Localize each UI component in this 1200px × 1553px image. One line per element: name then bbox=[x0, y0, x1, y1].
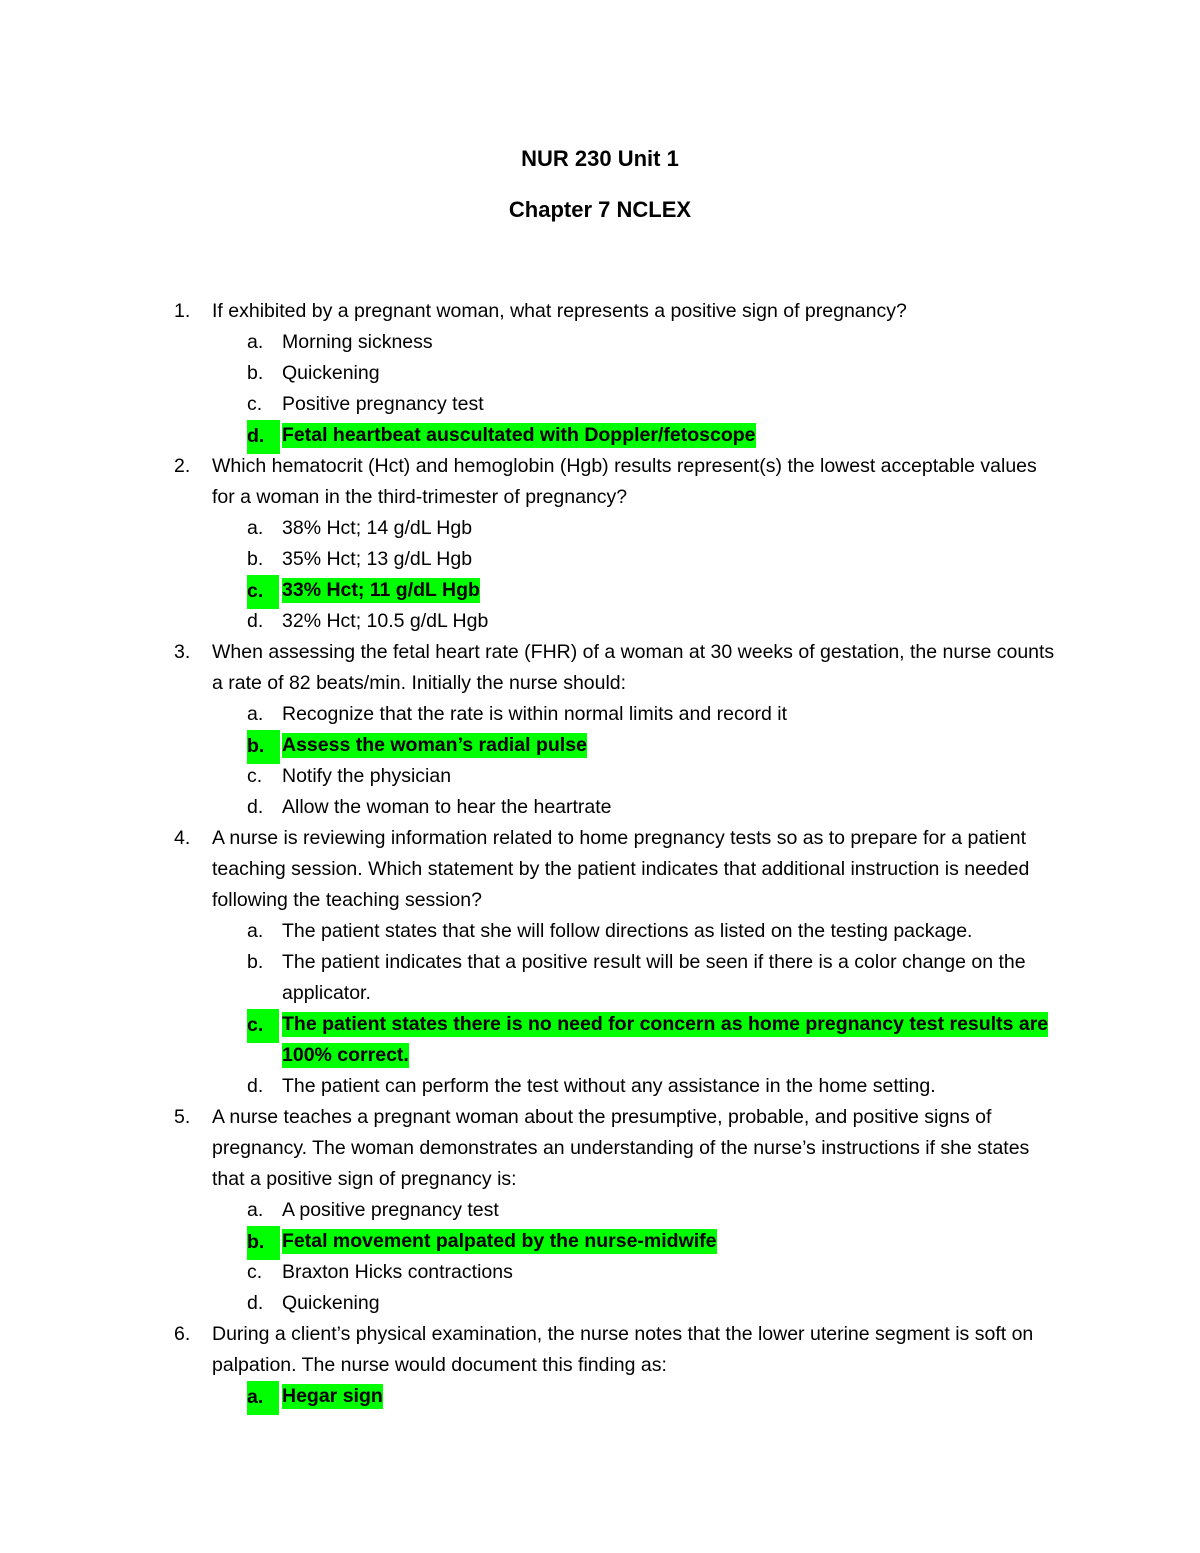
answer-option bbox=[0, 513, 1200, 544]
answer-options bbox=[0, 1195, 1200, 1319]
question-text: Which hematocrit (Hct) and hemoglobin (Hgb) results represent(s) the lowest acceptable values for a woman in the third-trimester of pregnancy? bbox=[212, 455, 1037, 508]
option-letter: d. bbox=[247, 610, 264, 632]
option-letter: a. bbox=[247, 1199, 264, 1221]
answer-option bbox=[0, 947, 1200, 1009]
option-text: Quickening bbox=[282, 1292, 380, 1314]
answer-highlight: The patient states there is no need for concern as home pregnancy test results are 100% correct. bbox=[282, 1013, 1049, 1066]
option-text: The patient indicates that a positive result will be seen if there is a color change on the applicator. bbox=[282, 951, 1026, 1004]
answer-options bbox=[0, 916, 1200, 1102]
option-letter: a. bbox=[247, 1381, 279, 1415]
question-item bbox=[0, 1319, 1200, 1412]
option-letter: c. bbox=[247, 1261, 263, 1283]
answer-highlight: Hegar sign bbox=[282, 1385, 383, 1407]
question-text: A nurse is reviewing information related to home pregnancy tests so as to prepare for a patient teaching session. Which statement by the patient indicates that additional instruction is needed following the teaching session? bbox=[212, 827, 1030, 911]
answer-options bbox=[0, 327, 1200, 451]
option-text: Notify the physician bbox=[282, 765, 452, 787]
answer-option bbox=[0, 792, 1200, 823]
document-title: NUR 230 Unit 1 bbox=[521, 146, 679, 171]
option-letter: d. bbox=[247, 796, 264, 818]
option-letter: c. bbox=[247, 393, 263, 415]
question-item bbox=[0, 823, 1200, 1102]
option-text bbox=[282, 1226, 1062, 1257]
question-number: 2. bbox=[174, 455, 191, 477]
option-text: Morning sickness bbox=[282, 331, 433, 353]
answer-highlight: Fetal movement palpated by the nurse-midwife bbox=[282, 1230, 717, 1252]
answer-highlight: Assess the woman’s radial pulse bbox=[282, 734, 587, 756]
question-item bbox=[0, 451, 1200, 637]
option-letter: b. bbox=[247, 548, 264, 570]
answer-options bbox=[0, 513, 1200, 637]
answer-option bbox=[0, 916, 1200, 947]
answer-option bbox=[0, 1257, 1200, 1288]
option-text bbox=[282, 1009, 1062, 1071]
answer-highlight: 33% Hct; 11 g/dL Hgb bbox=[282, 579, 480, 601]
answer-option bbox=[0, 1195, 1200, 1226]
option-text: Braxton Hicks contractions bbox=[282, 1261, 513, 1283]
option-text: Allow the woman to hear the heartrate bbox=[282, 796, 612, 818]
answer-option bbox=[0, 1071, 1200, 1102]
question-number: 4. bbox=[174, 827, 191, 849]
answer-option bbox=[0, 761, 1200, 792]
question-item bbox=[0, 296, 1200, 451]
answer-option bbox=[0, 699, 1200, 730]
answer-option bbox=[0, 327, 1200, 358]
option-letter: a. bbox=[247, 517, 264, 539]
answer-option bbox=[0, 544, 1200, 575]
option-letter: a. bbox=[247, 920, 264, 942]
answer-option bbox=[0, 389, 1200, 420]
option-text: The patient can perform the test without any assistance in the home setting. bbox=[282, 1075, 936, 1097]
option-letter: b. bbox=[247, 730, 280, 764]
option-letter: d. bbox=[247, 420, 280, 454]
question-item bbox=[0, 1102, 1200, 1319]
option-text: 38% Hct; 14 g/dL Hgb bbox=[282, 517, 473, 539]
option-letter: c. bbox=[247, 1009, 279, 1043]
answer-option bbox=[0, 1288, 1200, 1319]
answer-option-correct bbox=[0, 1226, 1200, 1257]
option-letter: c. bbox=[247, 575, 279, 609]
option-letter: b. bbox=[247, 362, 264, 384]
document-subtitle: Chapter 7 NCLEX bbox=[508, 197, 692, 222]
option-text: 32% Hct; 10.5 g/dL Hgb bbox=[282, 610, 489, 632]
option-letter: a. bbox=[247, 703, 264, 725]
option-text bbox=[282, 730, 1062, 761]
answer-option bbox=[0, 606, 1200, 637]
question-text: If exhibited by a pregnant woman, what represents a positive sign of pregnancy? bbox=[212, 300, 907, 322]
answer-highlight: Fetal heartbeat auscultated with Doppler/fetoscope bbox=[282, 424, 756, 446]
option-text: Positive pregnancy test bbox=[282, 393, 484, 415]
answer-option-correct bbox=[0, 420, 1200, 451]
question-list bbox=[0, 296, 1200, 1412]
option-letter: b. bbox=[247, 951, 264, 973]
option-text bbox=[282, 420, 1062, 451]
option-text: Quickening bbox=[282, 362, 380, 384]
option-text: Recognize that the rate is within normal limits and record it bbox=[282, 703, 788, 725]
question-item bbox=[0, 637, 1200, 823]
question-number: 1. bbox=[174, 300, 191, 322]
answer-option-correct bbox=[0, 730, 1200, 761]
option-letter: b. bbox=[247, 1226, 280, 1260]
question-text: During a client’s physical examination, the nurse notes that the lower uterine segment is soft on palpation. The nurse would document this finding as: bbox=[212, 1323, 1034, 1376]
answer-option bbox=[0, 358, 1200, 389]
answer-option-correct bbox=[0, 1009, 1200, 1071]
answer-options bbox=[0, 699, 1200, 823]
question-text: When assessing the fetal heart rate (FHR) of a woman at 30 weeks of gestation, the nurse counts a rate of 82 beats/min. Initially the nurse should: bbox=[212, 641, 1055, 694]
question-number: 5. bbox=[174, 1106, 191, 1128]
answer-options bbox=[0, 1381, 1200, 1412]
option-text: The patient states that she will follow directions as listed on the testing package. bbox=[282, 920, 973, 942]
option-text bbox=[282, 575, 1062, 606]
option-letter: c. bbox=[247, 765, 263, 787]
answer-option-correct bbox=[0, 575, 1200, 606]
option-text bbox=[282, 1381, 1062, 1412]
option-letter: a. bbox=[247, 331, 264, 353]
question-number: 3. bbox=[174, 641, 191, 663]
option-letter: d. bbox=[247, 1075, 264, 1097]
option-letter: d. bbox=[247, 1292, 264, 1314]
question-number: 6. bbox=[174, 1323, 191, 1345]
option-text: 35% Hct; 13 g/dL Hgb bbox=[282, 548, 473, 570]
answer-option-correct bbox=[0, 1381, 1200, 1412]
option-text: A positive pregnancy test bbox=[282, 1199, 499, 1221]
question-text: A nurse teaches a pregnant woman about the presumptive, probable, and positive signs of pregnancy. The woman demonstrates an understanding of the nurse’s instructions if she states that a positive sign of pregnancy is: bbox=[212, 1106, 1030, 1190]
